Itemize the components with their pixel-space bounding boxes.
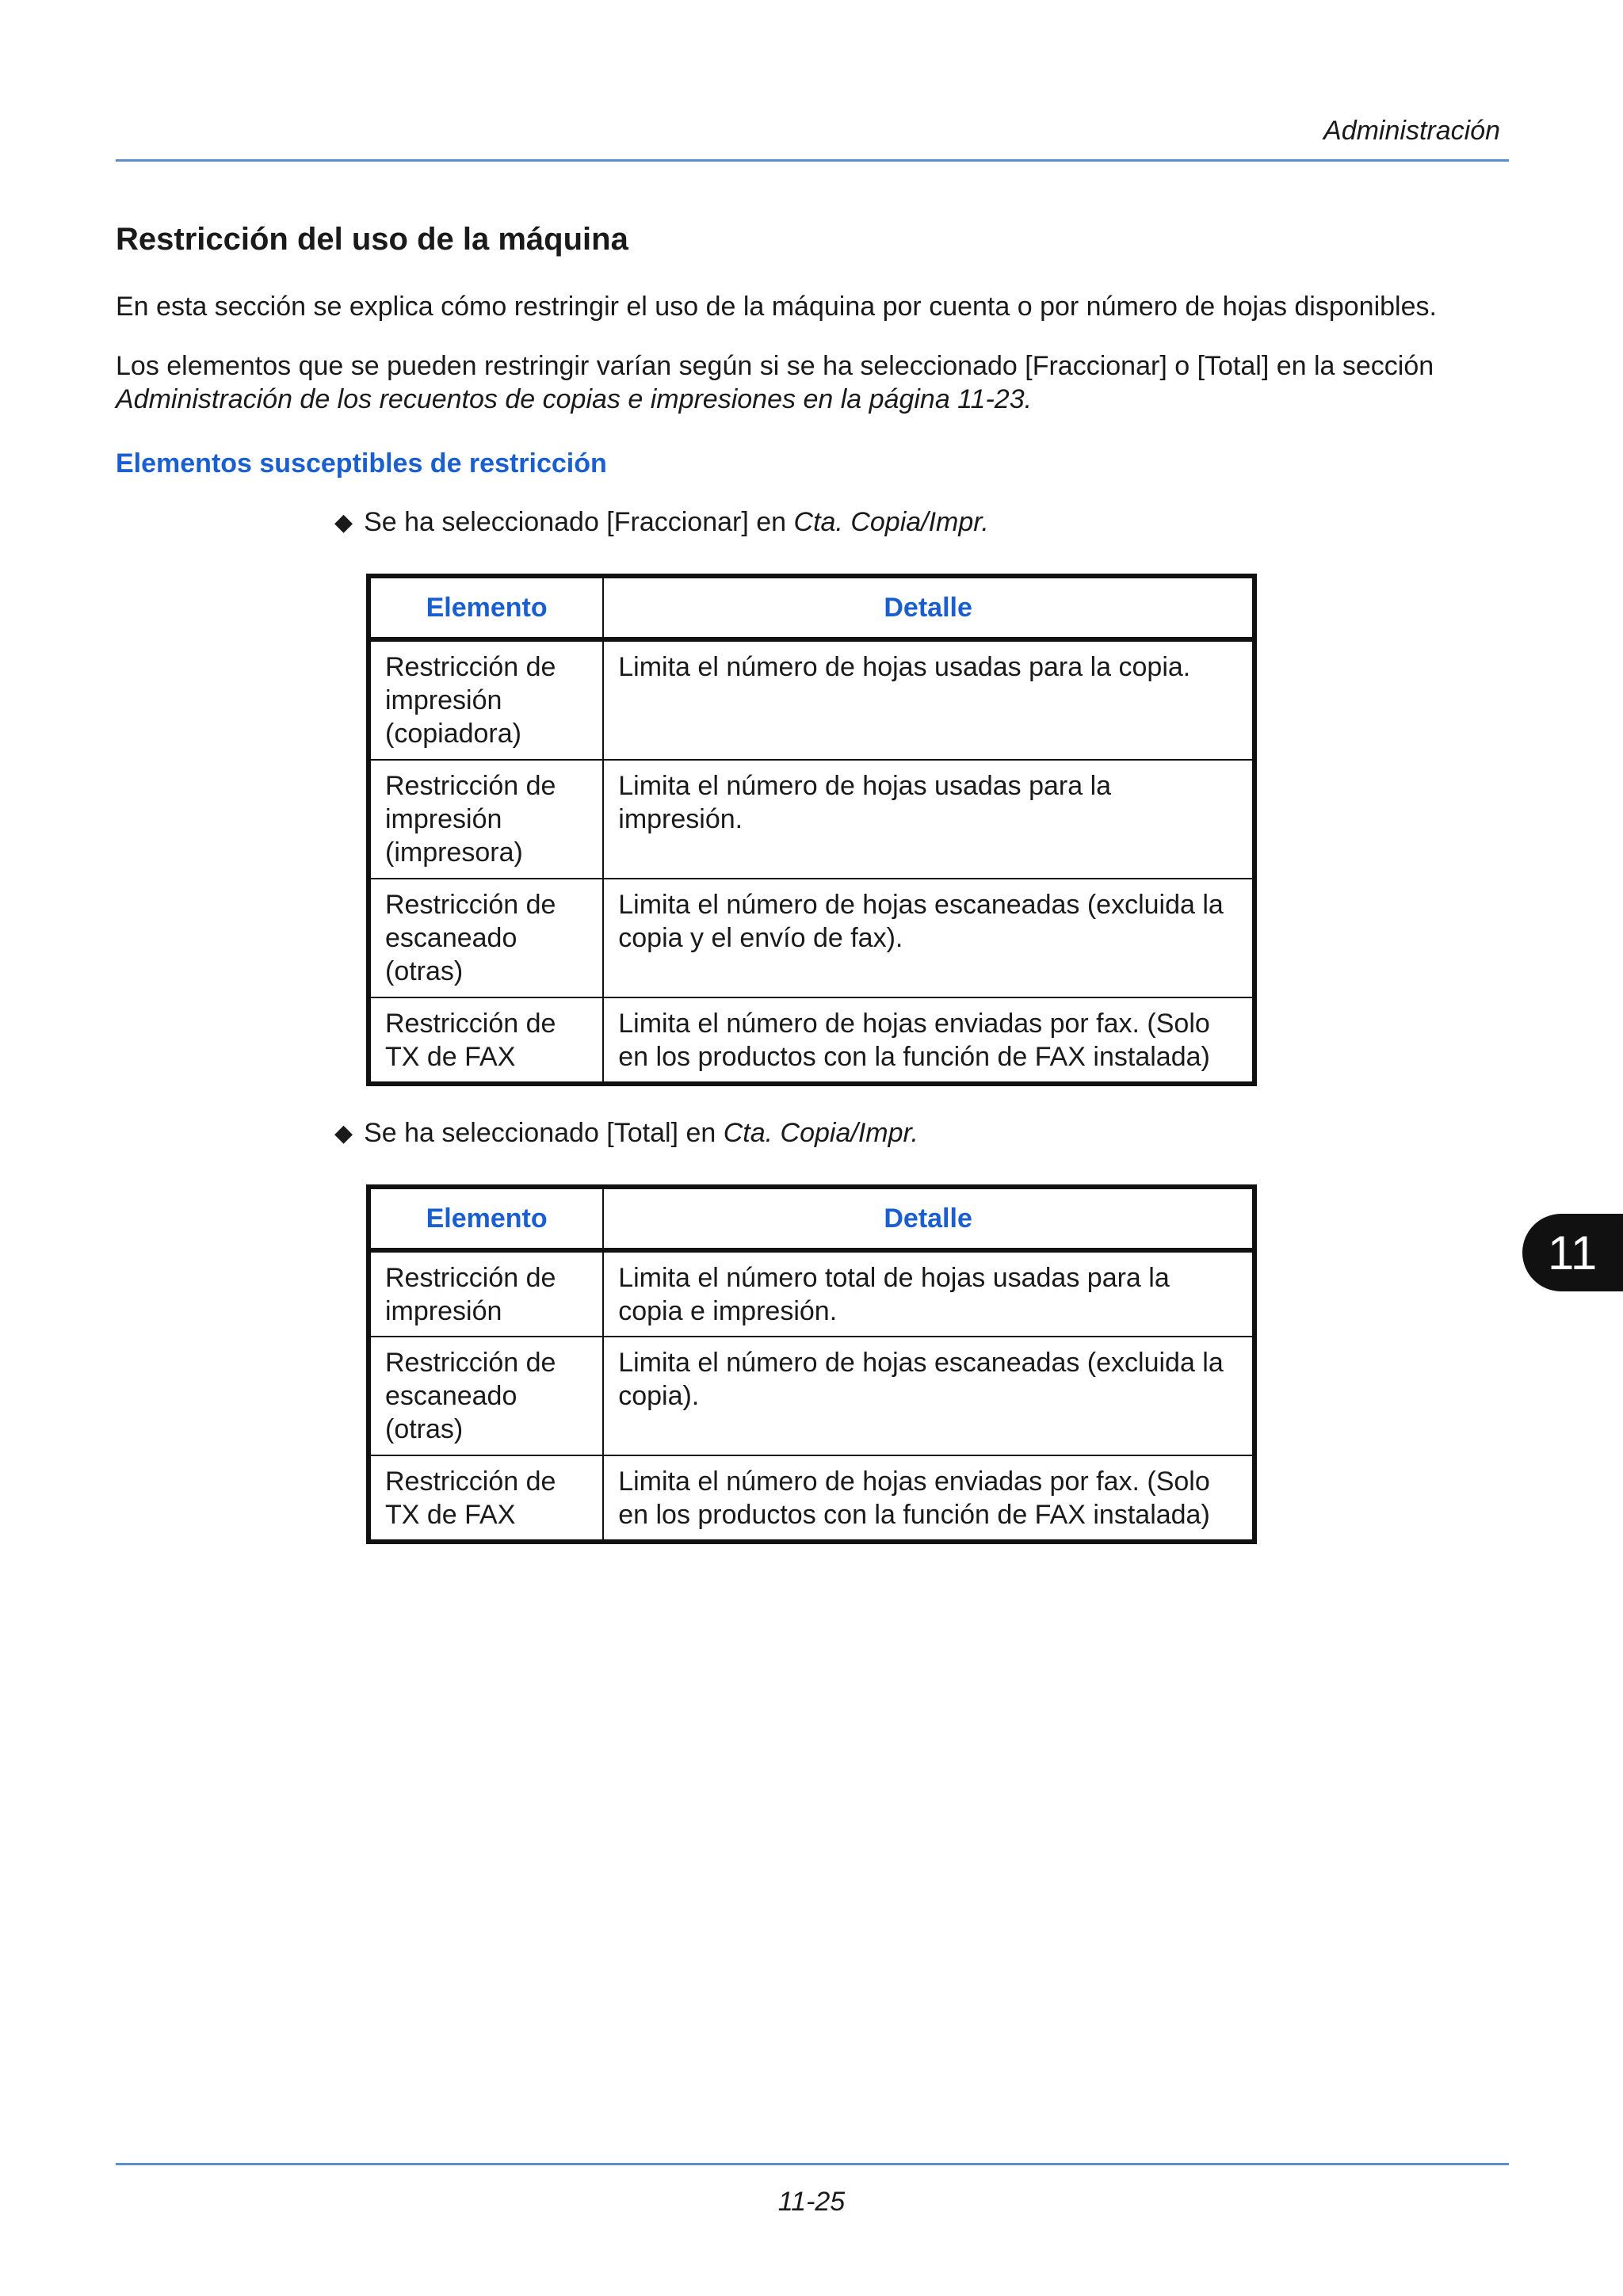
bullet-reference: Cta. Copia/Impr. — [793, 507, 989, 537]
chapter-tab: 11 — [1522, 1214, 1623, 1291]
bullet-fraccionar — [334, 507, 989, 538]
detail-cell: Limita el número total de hojas usadas para la copia e impresión. — [603, 1250, 1254, 1337]
page-number: 11-25 — [777, 2187, 846, 2217]
column-header-elemento: Elemento — [369, 576, 603, 639]
column-header-detalle: Detalle — [603, 1187, 1254, 1250]
item-cell: Restricción de TX de FAX — [369, 997, 603, 1084]
detail-cell: Limita el número de hojas escaneadas (excluida la copia y el envío de fax). — [603, 879, 1254, 997]
table-header-row — [369, 576, 1254, 639]
running-header: Administración — [1323, 116, 1500, 146]
header-rule — [116, 159, 1509, 162]
detail-cell: Limita el número de hojas usadas para la copia. — [603, 639, 1254, 760]
table-row — [369, 1250, 1254, 1337]
restriction-table-fraccionar — [366, 574, 1257, 1086]
bullet-reference: Cta. Copia/Impr. — [723, 1118, 919, 1148]
table-header-row — [369, 1187, 1254, 1250]
table-row — [369, 760, 1254, 879]
table-row — [369, 879, 1254, 997]
bullet-total — [334, 1118, 918, 1149]
column-header-elemento: Elemento — [369, 1187, 603, 1250]
note-text: Los elementos que se pueden restringir varían según si se ha seleccionado [Fraccionar] o [Total] en la sección — [116, 351, 1434, 381]
item-cell: Restricción de escaneado (otras) — [369, 1337, 603, 1455]
table-row — [369, 639, 1254, 760]
bullet-text: Se ha seleccionado [Total] en — [364, 1118, 716, 1148]
item-cell: Restricción de impresión (impresora) — [369, 760, 603, 879]
item-cell: Restricción de escaneado (otras) — [369, 879, 603, 997]
detail-cell: Limita el número de hojas enviadas por fax. (Solo en los productos con la función de FAX instalada) — [603, 1455, 1254, 1542]
column-header-detalle: Detalle — [603, 576, 1254, 639]
detail-cell: Limita el número de hojas enviadas por fax. (Solo en los productos con la función de FAX instalada) — [603, 997, 1254, 1084]
note-paragraph — [116, 349, 1526, 416]
table-row — [369, 1455, 1254, 1542]
restriction-table-total — [366, 1184, 1257, 1544]
detail-cell: Limita el número de hojas escaneadas (excluida la copia). — [603, 1337, 1254, 1455]
table-row — [369, 1337, 1254, 1455]
bullet-text: Se ha seleccionado [Fraccionar] en — [364, 507, 787, 537]
item-cell: Restricción de impresión (copiadora) — [369, 639, 603, 760]
diamond-bullet-icon: ◆ — [334, 1120, 353, 1146]
item-cell: Restricción de TX de FAX — [369, 1455, 603, 1542]
table-row — [369, 997, 1254, 1084]
item-cell: Restricción de impresión — [369, 1250, 603, 1337]
intro-paragraph: En esta sección se explica cómo restringir el uso de la máquina por cuenta o por número de hojas disponibles. — [116, 292, 1437, 322]
cross-reference-link[interactable]: Administración de los recuentos de copias e impresiones en la página 11-23. — [116, 384, 1033, 414]
subsection-heading: Elementos susceptibles de restricción — [116, 448, 607, 479]
footer-rule — [116, 2163, 1509, 2165]
detail-cell: Limita el número de hojas usadas para la impresión. — [603, 760, 1254, 879]
section-title: Restricción del uso de la máquina — [116, 222, 628, 257]
diamond-bullet-icon: ◆ — [334, 509, 353, 536]
